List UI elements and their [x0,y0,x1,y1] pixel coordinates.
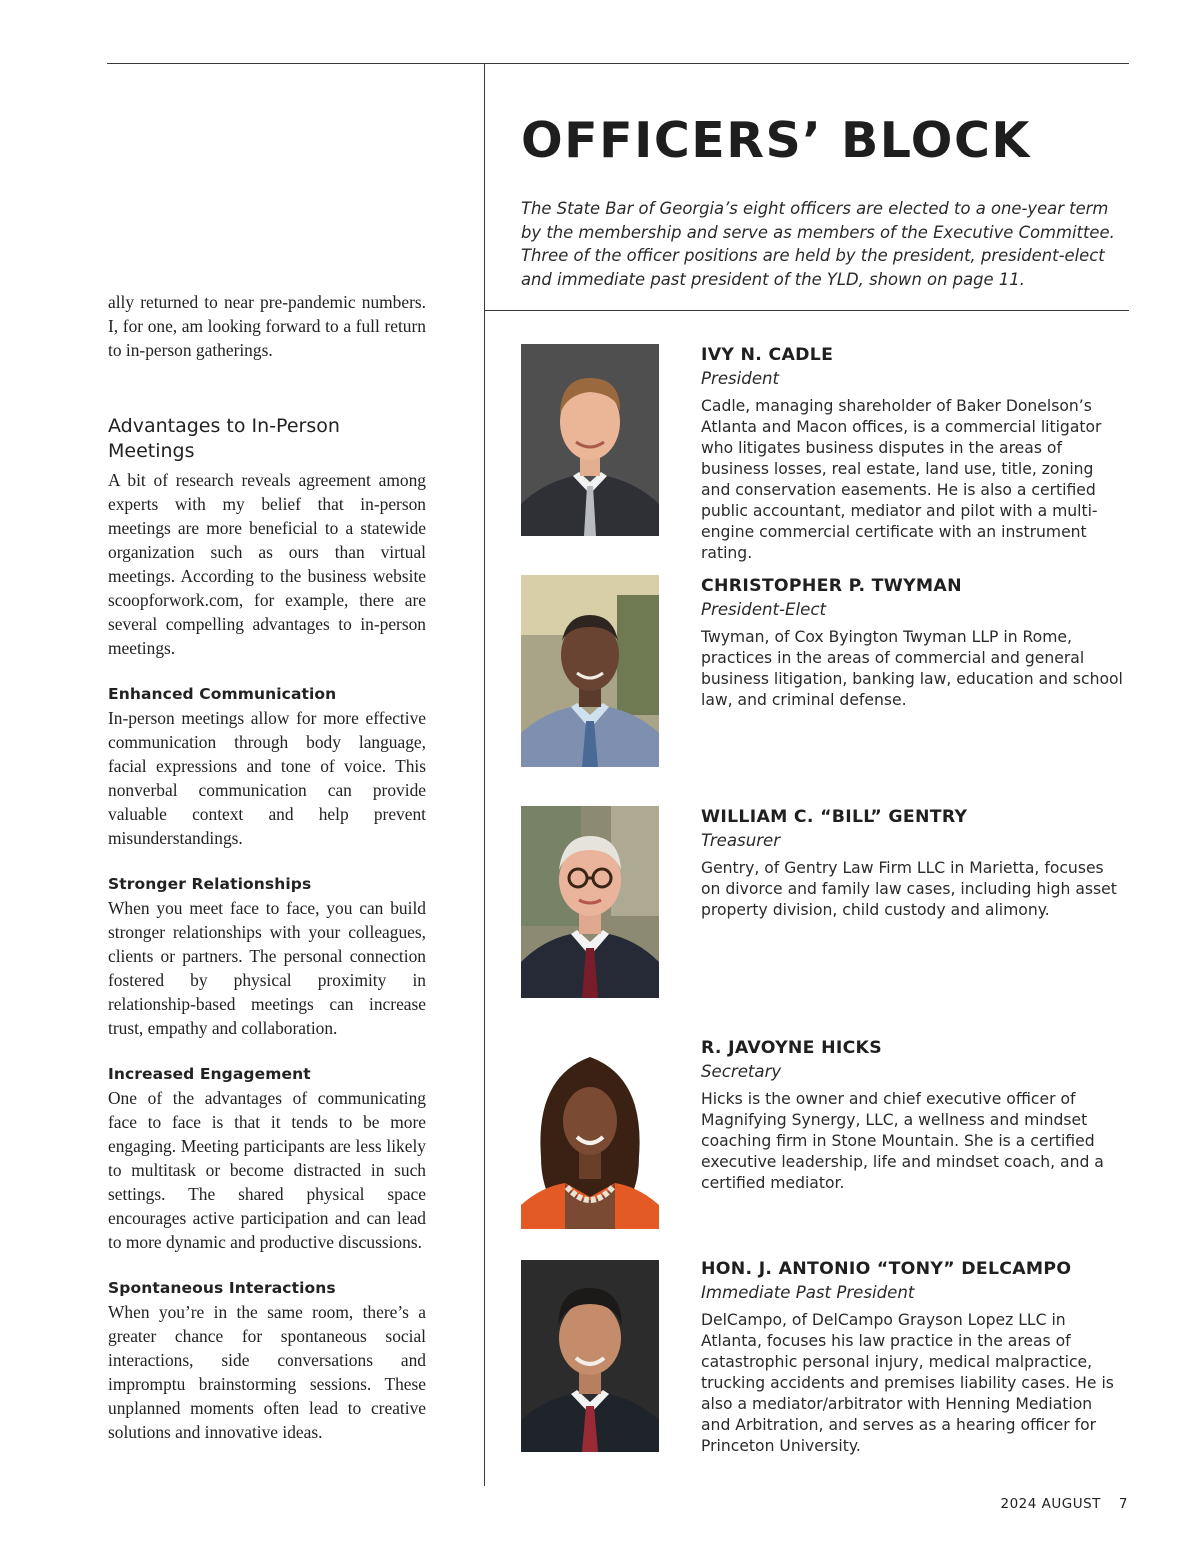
subsection-paragraph: One of the advantages of communicating face to face is that it tends to be more engaging. Meeting participants are less likely to multitask or become distracted in such settings. The shared physical space encourages active participation and can lead to more dynamic and productive discussions. [108,1088,426,1252]
subsection-heading: Increased Engagement [108,1065,311,1083]
officer-name: CHRISTOPHER P. TWYMAN [701,576,962,596]
page-title: OFFICERS’ BLOCK [521,112,1031,169]
subsection-heading: Stronger Relationships [108,875,312,893]
officer-position: Secretary [701,1062,782,1081]
subsection-paragraph: When you meet face to face, you can build stronger relationships with your colleagues, clients or partners. The personal connection fostered by physical proximity in relationship-based meetings can increase trust, empathy and collaboration. [108,898,426,1038]
officer-bio: DelCampo, of DelCampo Grayson Lopez LLC in Atlanta, focuses his law practice in the areas of catastrophic personal injury, medical malpractice, trucking accidents and premises liability cases. He is also a mediator/arbitrator with Henning Mediation and Arbitration, and serves as a hearing officer for Princeton University. [701,1311,1114,1455]
officer-portrait [521,806,659,998]
officer-portrait [521,344,659,536]
officer-name: HON. J. ANTONIO “TONY” DELCAMPO [701,1259,1072,1279]
officer-portrait [521,575,659,767]
column-divider [484,64,485,1486]
issue-label: 2024 AUGUST [1000,1496,1101,1512]
officer-bio: Hicks is the owner and chief executive officer of Magnifying Synergy, LLC, a wellness and mindset coaching firm in Stone Mountain. She is a certified executive leadership, life and mindset coach, and a certified mediator. [701,1090,1104,1192]
officer-details [701,575,1126,711]
officer-name: WILLIAM C. “BILL” GENTRY [701,807,968,827]
article-column [108,290,426,1444]
officer-details [701,806,1126,921]
officers-intro-rule [485,310,1129,311]
officer-details [701,1258,1126,1457]
officer-details [701,1037,1126,1194]
officer-bio: Gentry, of Gentry Law Firm LLC in Marietta, focuses on divorce and family law cases, including high asset property division, child custody and alimony. [701,859,1117,919]
subsection-heading: Spontaneous Interactions [108,1279,336,1297]
officer-details [701,344,1126,564]
officer-bio: Cadle, managing shareholder of Baker Donelson’s Atlanta and Macon offices, is a commercial litigator who litigates business disputes in the areas of business losses, real estate, land use, title, zoning and conservation easements. He is also a certified public accountant, mediator and pilot with a multi-engine commercial certificate with an instrument rating. [701,397,1102,562]
continued-paragraph: ally returned to near pre-pandemic numbers. I, for one, am looking forward to a full return to in-person gatherings. [108,292,426,360]
officer-bio: Twyman, of Cox Byington Twyman LLP in Rome, practices in the areas of commercial and general business litigation, banking law, education and school law, and criminal defense. [701,628,1123,709]
section-intro-paragraph: A bit of research reveals agreement among experts with my belief that in-person meetings are more beneficial to a statewide organization such as ours than virtual meetings. According to the business website scoopforwork.com, for example, there are several compelling advantages to in-person meetings. [108,470,426,658]
page-number: 7 [1118,1496,1128,1512]
officers-intro: The State Bar of Georgia’s eight officers are elected to a one-year term by the membership and serve as members of the Executive Committee. Three of the officer positions are held by the president, president-elect and immediate past president of the YLD, shown on page 11. [521,199,1115,289]
officer-portrait [521,1260,659,1452]
subsection-paragraph: In-person meetings allow for more effective communication through body language, facial expressions and tone of voice. This nonverbal communication can provide valuable context and help prevent misunderstandings. [108,708,426,848]
officer-position: Treasurer [701,831,781,850]
subsection-paragraph: When you’re in the same room, there’s a greater chance for spontaneous social interactions, side conversations and impromptu brainstorming sessions. These unplanned moments often lead to creative solutions and innovative ideas. [108,1302,426,1442]
officer-position: Immediate Past President [701,1283,915,1302]
section-heading: Advantages to In-Person Meetings [108,415,340,462]
officer-portrait [521,1037,659,1229]
officer-name: R. JAVOYNE HICKS [701,1038,882,1058]
subsection-heading: Enhanced Communication [108,685,337,703]
top-rule [107,63,1129,64]
officer-position: President-Elect [701,600,826,619]
officer-position: President [701,369,780,388]
officer-name: IVY N. CADLE [701,345,834,365]
page-footer [1000,1496,1128,1512]
